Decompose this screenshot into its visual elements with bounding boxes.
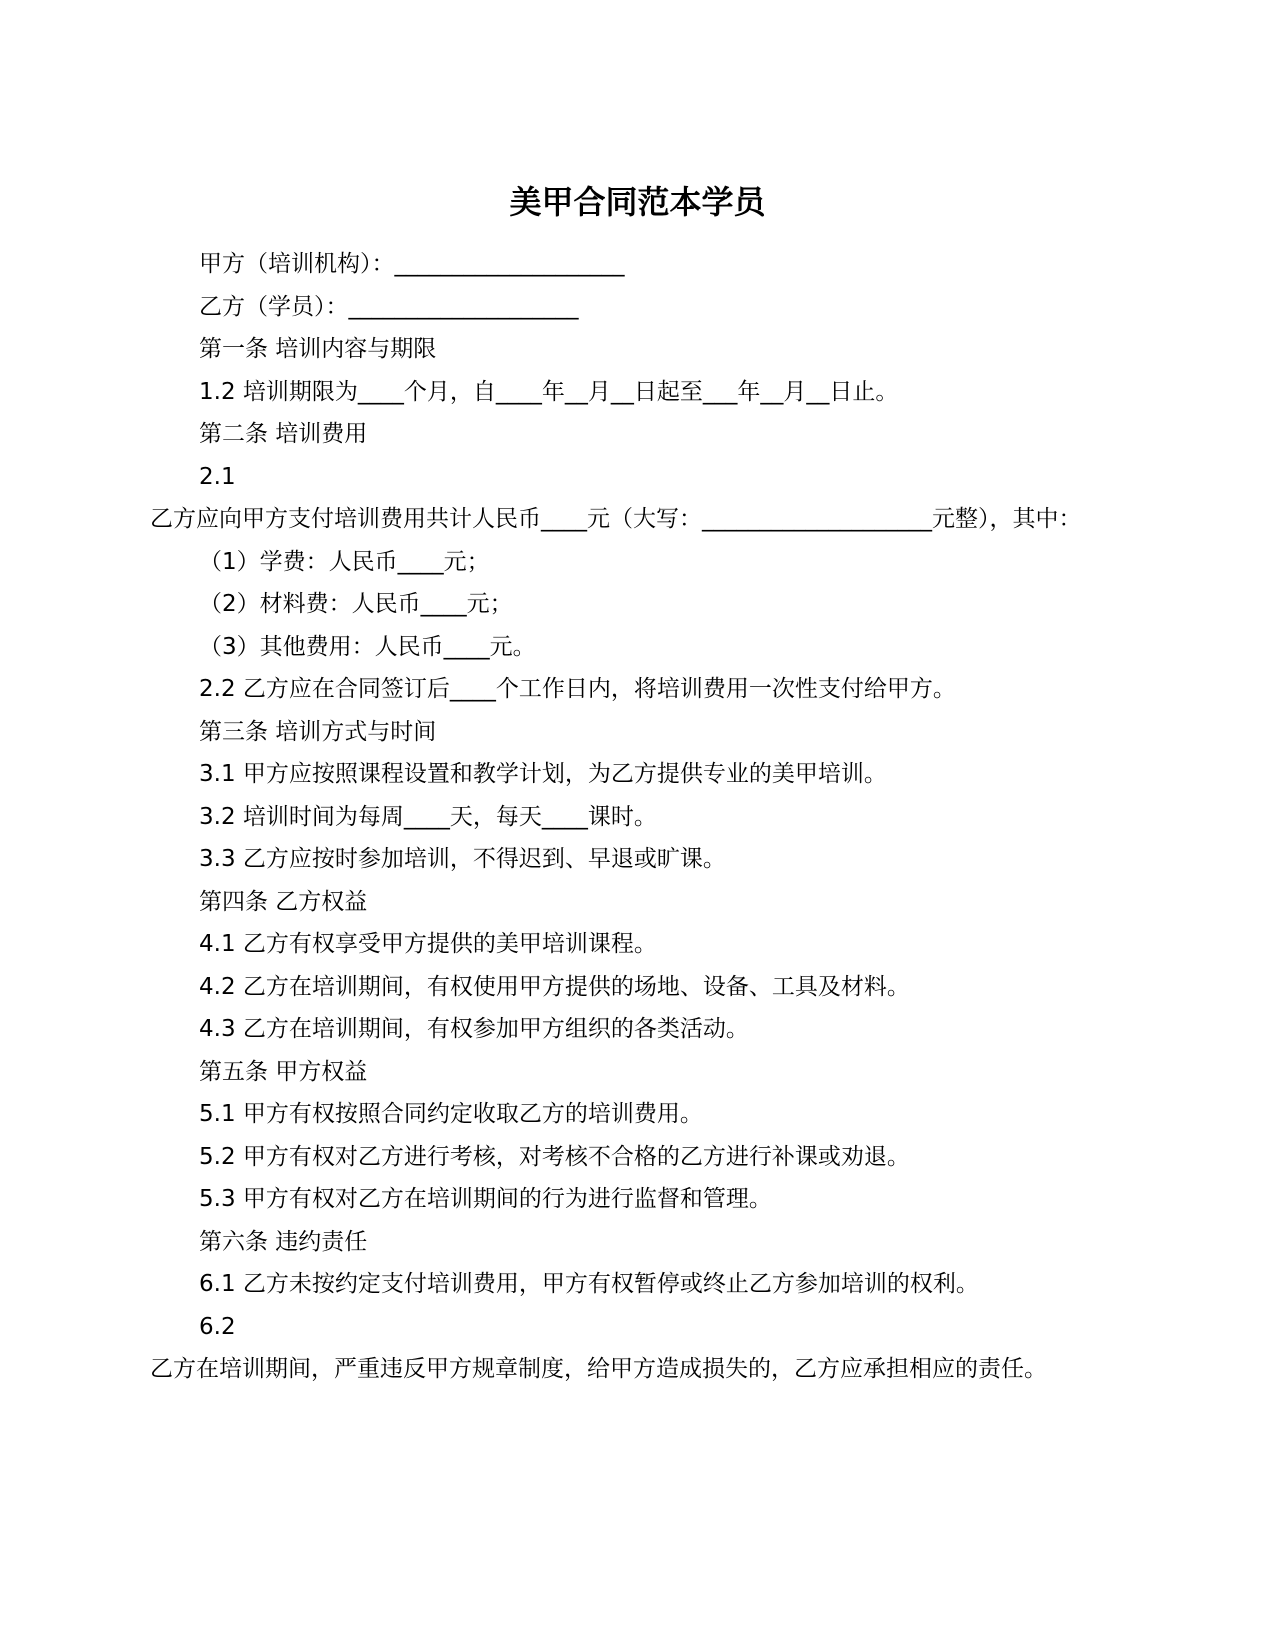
document-line: 第四条 乙方权益 <box>199 888 368 915</box>
document-line: 5.3 甲方有权对乙方在培训期间的行为进行监督和管理。 <box>199 1186 772 1212</box>
document-line: 第五条 甲方权益 <box>199 1058 368 1085</box>
document-line: 4.3 乙方在培训期间，有权参加甲方组织的各类活动。 <box>199 1016 749 1042</box>
document-line: 乙方在培训期间，严重违反甲方规章制度，给甲方造成损失的，乙方应承担相应的责任。 <box>150 1356 1047 1382</box>
document-line: 1.2 培训期限为____个月，自____年__月__日起至___年__月__日止。 <box>199 378 899 405</box>
document-line: （2）材料费：人民币____元； <box>199 591 513 617</box>
document-line: 5.1 甲方有权按照合同约定收取乙方的培训费用。 <box>199 1101 703 1127</box>
document-line: 2.1 <box>199 463 236 490</box>
document-line: 2.2 乙方应在合同签订后____个工作日内，将培训费用一次性支付给甲方。 <box>199 676 956 702</box>
document-line: （3）其他费用：人民币____元。 <box>199 633 536 660</box>
document-line: 甲方（培训机构）：____________________ <box>199 251 625 277</box>
document-line: 第一条 培训内容与期限 <box>199 336 437 362</box>
document-line: 第三条 培训方式与时间 <box>199 718 437 745</box>
document-title: 美甲合同范本学员 <box>509 183 766 221</box>
document-line: 乙方应向甲方支付培训费用共计人民币____元（大写：____________________元整），其中： <box>150 506 1082 532</box>
document-line: 第二条 培训费用 <box>199 421 368 447</box>
document-line: 3.1 甲方应按照课程设置和教学计划，为乙方提供专业的美甲培训。 <box>199 761 887 787</box>
document-line: 3.2 培训时间为每周____天，每天____课时。 <box>199 803 657 830</box>
document-body <box>150 243 1130 1391</box>
document-line: 6.2 <box>199 1313 236 1340</box>
document-line: 4.1 乙方有权享受甲方提供的美甲培训课程。 <box>199 931 657 957</box>
document-line: 乙方（学员）：____________________ <box>199 293 579 320</box>
document-line: 6.1 乙方未按约定支付培训费用，甲方有权暂停或终止乙方参加培训的权利。 <box>199 1271 979 1297</box>
document-line: 5.2 甲方有权对乙方进行考核，对考核不合格的乙方进行补课或劝退。 <box>199 1143 910 1170</box>
document-line: 4.2 乙方在培训期间，有权使用甲方提供的场地、设备、工具及材料。 <box>199 973 910 1000</box>
document-line: 3.3 乙方应按时参加培训，不得迟到、早退或旷课。 <box>199 846 726 872</box>
document-line: （1）学费：人民币____元； <box>199 548 490 575</box>
document-line: 第六条 违约责任 <box>199 1228 368 1255</box>
